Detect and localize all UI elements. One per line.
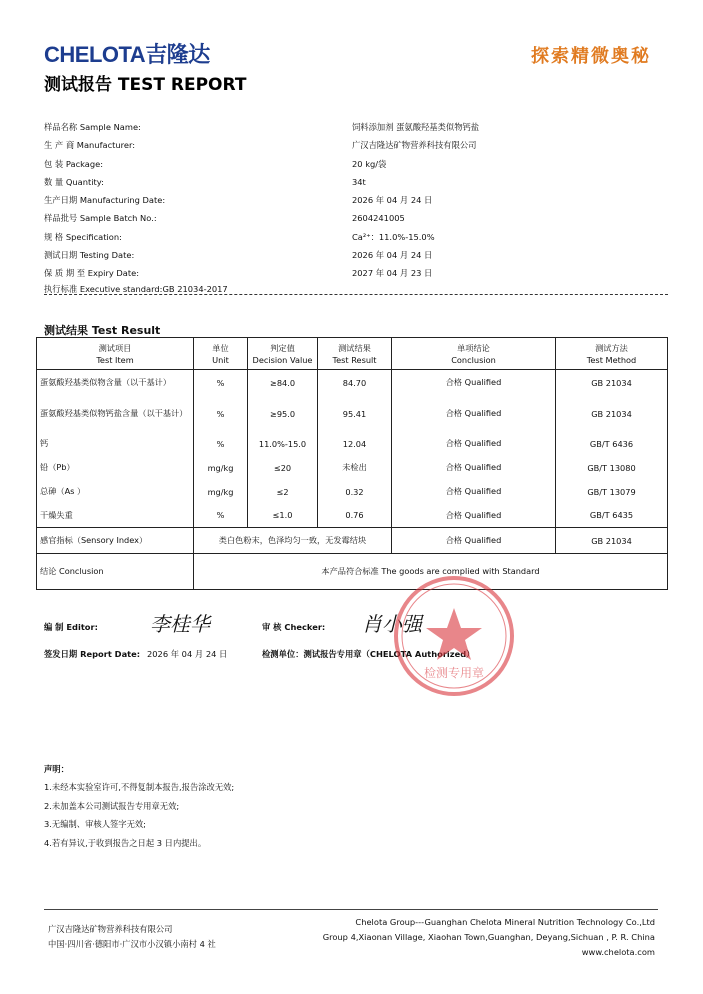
cell-decision: ≤20 [248,456,318,480]
cell-conclusion: 合格 Qualified [392,480,556,504]
cell-item: 感官指标（Sensory Index） [37,528,194,554]
disclaimer-item: 4.若有异议,于收到报告之日起 3 日内提出。 [44,837,207,848]
disclaimer-heading: 声明： [44,764,69,774]
editor-label: 编 制 Editor: [44,622,98,632]
info-label: 生 产 商 Manufacturer: [44,140,136,151]
cell-result: 12.04 [318,432,392,456]
footer-right [323,915,655,960]
info-row-specification [44,228,664,246]
company-logo: CHELOTA吉隆达 [44,42,210,67]
testing-unit-label: 检测单位：测试报告专用章（CHELOTA Authorized） [262,649,475,659]
info-row-sample-name [44,118,664,136]
cell-conclusion: 合格 Qualified [392,456,556,480]
info-value: 2026 年 04 月 24 日 [352,195,433,206]
info-row-package [44,155,664,173]
cell-unit: % [194,370,248,396]
report-date-label: 签发日期 Report Date: [44,649,141,659]
info-value: Ca²⁺：11.0%-15.0% [352,231,435,242]
cell-conclusion: 合格 Qualified [392,528,556,554]
cell-result: 未检出 [318,456,392,480]
info-label: 包 装 Package: [44,158,104,169]
table-row [37,432,668,456]
cell-result: 0.76 [318,504,392,528]
disclaimer-item: 3.无编制、审核人签字无效; [44,819,146,830]
result-title: 测试结果 Test Result [44,324,161,337]
cell-unit: mg/kg [194,480,248,504]
table-row [37,480,668,504]
report-date-value: 2026 年 04 月 24 日 [147,649,228,659]
disclaimer-item: 1.未经本实验室许可,不得复制本报告,报告涂改无效; [44,782,235,793]
table-header-row [37,338,668,370]
disclaimer [44,760,234,852]
cell-unit: mg/kg [194,456,248,480]
cell-unit: % [194,396,248,432]
cell-conclusion: 合格 Qualified [392,370,556,396]
cell-item: 钙 [37,432,194,456]
cell-conclusion: 合格 Qualified [392,432,556,456]
executive-standard: 执行标准 Executive standard:GB 21034-2017 [44,284,228,294]
cell-conclusion-text: 本产品符合标准 The goods are complied with Standard [194,554,668,590]
table-row [37,396,668,432]
info-value: 2026 年 04 月 24 日 [352,250,433,261]
header-unit: 单位 Unit [194,338,248,370]
official-stamp-icon [392,574,516,698]
cell-unit: % [194,432,248,456]
cell-method: GB/T 13079 [556,480,668,504]
cell-item: 总砷（As ） [37,480,194,504]
info-row-manufacturing-date [44,191,664,209]
footer-divider [44,909,658,910]
disclaimer-item: 2.未加盖本公司测试报告专用章无效; [44,800,180,811]
footer-website-link[interactable]: www.chelota.com [581,947,655,957]
slogan: 探索精微奥秘 [531,46,651,67]
info-value: 广汉吉隆达矿物营养科技有限公司 [352,140,477,151]
sample-info [44,118,664,283]
cell-conclusion: 合格 Qualified [392,396,556,432]
footer-company-en: Chelota Group---Guanghan Chelota Mineral Nutrition Technology Co.,Ltd [355,917,655,927]
info-row-quantity [44,173,664,191]
cell-method: GB 21034 [556,370,668,396]
cell-conclusion-label: 结论 Conclusion [37,554,194,590]
footer-left [48,922,216,952]
cell-decision: ≥84.0 [248,370,318,396]
info-value: 34t [352,176,366,187]
header-test-item: 测试项目 Test Item [37,338,194,370]
info-value: 2604241005 [352,213,405,224]
cell-decision: ≤2 [248,480,318,504]
table-row [37,504,668,528]
footer-company-cn: 广汉吉隆达矿物营养科技有限公司 [48,924,173,934]
info-row-batch-no [44,209,664,227]
cell-method: GB 21034 [556,396,668,432]
info-label: 生产日期 Manufacturing Date: [44,195,166,206]
checker-label: 审 核 Checker: [262,622,326,632]
table-row [37,456,668,480]
footer-address-en: Group 4,Xiaonan Village, Xiaohan Town,Guanghan, Deyang,Sichuan , P. R. China [322,932,655,942]
cell-conclusion: 合格 Qualified [392,504,556,528]
info-label: 保 质 期 至 Expiry Date: [44,268,140,279]
cell-result: 95.41 [318,396,392,432]
info-label: 样品名称 Sample Name: [44,122,141,132]
cell-unit: % [194,504,248,528]
info-label: 测试日期 Testing Date: [44,250,135,261]
info-row-manufacturer [44,136,664,154]
header-conclusion: 单项结论 Conclusion [392,338,556,370]
info-value: 饲料添加剂 蛋氨酸羟基类似物钙盐 [352,122,480,132]
cell-item: 铅（Pb） [37,456,194,480]
cell-sensory-desc: 类白色粉末，色泽均匀一致，无发霉结块 [194,528,392,554]
cell-method: GB/T 13080 [556,456,668,480]
cell-item: 蛋氨酸羟基类似物含量（以干基计） [37,370,194,396]
sensory-row [37,528,668,554]
cell-result: 0.32 [318,480,392,504]
header-test-method: 测试方法 Test Method [556,338,668,370]
cell-decision: 11.0%-15.0 [248,432,318,456]
info-label: 规 格 Specification: [44,231,122,242]
info-label: 数 量 Quantity: [44,176,104,187]
conclusion-row [37,554,668,590]
report-title: 测试报告 TEST REPORT [44,75,247,95]
cell-result: 84.70 [318,370,392,396]
info-label: 样品批号 Sample Batch No.: [44,213,157,224]
stamp-text: 检测专用章 [423,666,485,680]
cell-item: 蛋氨酸羟基类似物钙盐含量（以干基计） [37,396,194,432]
result-table [36,337,668,590]
checker-signature: 肖小强 [362,612,422,636]
cell-method: GB/T 6436 [556,432,668,456]
header-test-result: 测试结果 Test Result [318,338,392,370]
cell-method: GB 21034 [556,528,668,554]
info-row-expiry-date [44,264,664,282]
cell-method: GB/T 6435 [556,504,668,528]
dashed-divider [44,294,668,295]
info-value: 2027 年 04 月 23 日 [352,268,433,279]
info-value: 20 kg/袋 [352,158,387,169]
editor-signature: 李桂华 [150,612,210,636]
table-row [37,370,668,396]
cell-item: 干燥失重 [37,504,194,528]
info-row-testing-date [44,246,664,264]
cell-decision: ≤1.0 [248,504,318,528]
cell-decision: ≥95.0 [248,396,318,432]
footer-address-cn: 中国·四川省·德阳市·广汉市小汉镇小南村 4 社 [48,939,216,949]
header-decision-value: 判定值 Decision Value [248,338,318,370]
